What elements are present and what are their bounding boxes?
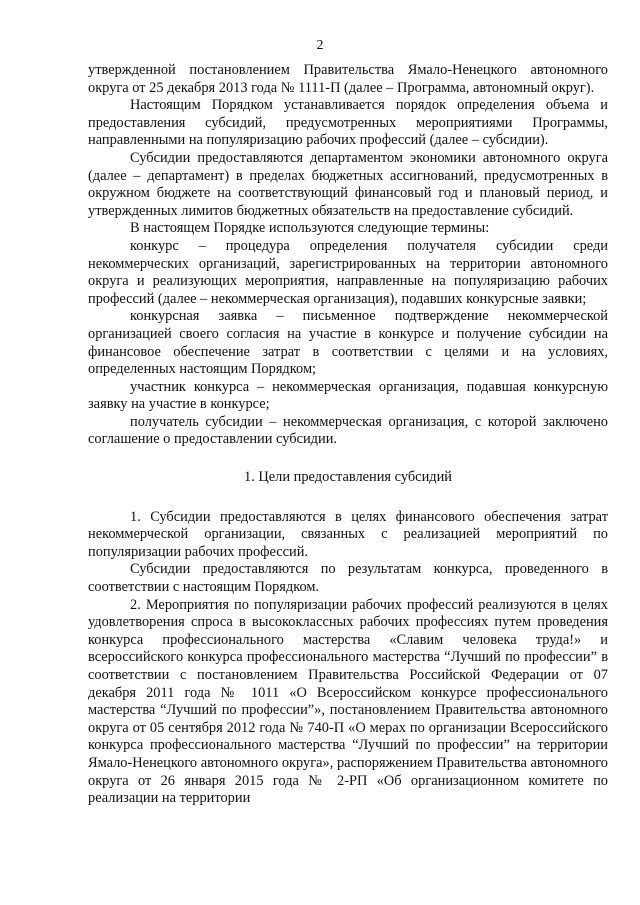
page-number: 2 (316, 38, 324, 53)
term-definition: участник конкурса – некоммерческая организация, подавшая конкурсную заявку на участие в конкурсе; (88, 378, 608, 413)
term-definition: конкурс – процедура определения получателя субсидии среди некоммерческих организаций, зарегистрированных на территории автономного округа и реализующих мероприятия, направленные на популяризацию рабочих профессий (далее – некоммерческая организация), подавших конкурсные заявки; (88, 237, 608, 307)
term-definition: получатель субсидии – некоммерческая организация, с которой заключено соглашение о предоставлении субсидии. (88, 413, 608, 448)
paragraph: 2. Мероприятия по популяризации рабочих профессий реализуются в целях удовлетворения спроса в высококлассных рабочих профессиях путем проведения конкурса профессионального мастерства «Славим человека труда!» и всероссийского конкурса профессионального мастерства “Лучший по профессии” в соответствии с постановлением Правительства Российской Федерации от 07 декабря 2011 года № 1011 «О Всероссийском конкурсе профессионального мастерства “Лучший по профессии”», постановлением Правительства автономного округа от 05 сентября 2012 года № 740-П «О мерах по организации Всероссийского конкурса профессионального мастерства “Лучший по профессии” на территории Ямало-Ненецкого автономного округа», распоряжением Правительства автономного округа от 26 января 2015 года № 2-РП «Об организационном комитете по реализации на территории (88, 596, 608, 807)
paragraph-continuation: утвержденной постановлением Правительства Ямало-Ненецкого автономного округа от 25 декабря 2013 года № 1111-П (далее – Программа, автономный округ). (88, 62, 608, 96)
document-body (88, 62, 608, 808)
term-definition: конкурсная заявка – письменное подтверждение некоммерческой организацией своего согласия на участие в конкурсе и получение субсидии на финансовое обеспечение затрат в соответствии с целями и на условиях, определенных настоящим Порядком; (88, 308, 608, 378)
paragraph: 1. Субсидии предоставляются в целях финансового обеспечения затрат некоммерческой организации, связанных с реализацией мероприятий по популяризации рабочих профессий. (88, 508, 608, 560)
paragraph: Субсидии предоставляются по результатам конкурса, проведенного в соответствии с настоящим Порядком. (88, 561, 608, 596)
paragraph: Субсидии предоставляются департаментом экономики автономного округа (далее – департамент) в пределах бюджетных ассигнований, предусмотренных в окружном бюджете на соответствующий финансовый год и плановый период, и утвержденных лимитов бюджетных обязательств на предоставление субсидий. (88, 149, 608, 219)
section-heading: 1. Цели предоставления субсидий (244, 469, 452, 486)
paragraph: Настоящим Порядком устанавливается порядок определения объема и предоставления субсидий, предусмотренных мероприятиями Программы, направленными на популяризацию рабочих профессий (далее – субсидии). (88, 97, 608, 149)
paragraph: В настоящем Порядке используются следующие термины: (130, 220, 490, 237)
